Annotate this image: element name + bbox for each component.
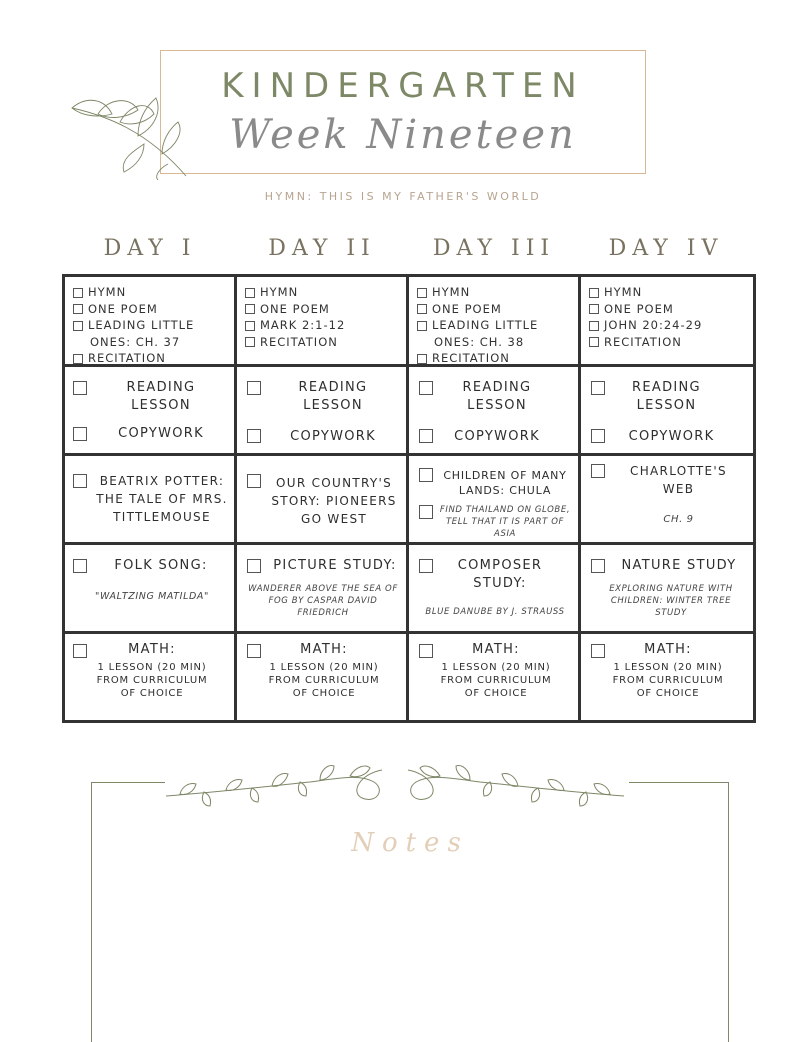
folk-song-label: FOLK SONG: <box>114 558 208 573</box>
weekly-schedule-grid <box>62 274 756 723</box>
cell-day2-math <box>237 634 409 720</box>
checkbox[interactable] <box>73 304 83 314</box>
reading-label: READING LESSON <box>632 380 701 413</box>
checkbox[interactable] <box>589 337 599 347</box>
picture-study-label: PICTURE STUDY: <box>273 558 397 573</box>
checkbox[interactable] <box>245 337 255 347</box>
task-label: LEADING LITTLE <box>88 318 195 332</box>
cell-day1-literature <box>65 456 237 545</box>
task-label: HYMN <box>260 285 299 299</box>
checkbox[interactable] <box>73 288 83 298</box>
cell-day4-morning <box>581 277 753 367</box>
picture-study-note: WANDERER ABOVE THE SEA OF FOG BY CASPAR DAVID FRIEDRICH <box>248 584 398 618</box>
reading-label: READING LESSON <box>298 380 368 413</box>
checkbox[interactable] <box>417 304 427 314</box>
history-label: OUR COUNTRY'S STORY: PIONEERS GO WEST <box>271 476 397 526</box>
checkbox[interactable] <box>417 321 427 331</box>
copywork-label: COPYWORK <box>118 426 204 441</box>
folk-song-note: "WALTZING MATILDA" <box>95 591 209 602</box>
cell-day2-history <box>237 456 409 545</box>
copywork-label: COPYWORK <box>628 429 715 444</box>
composer-study-checkbox[interactable] <box>419 559 433 573</box>
cell-day3-reading <box>409 367 581 456</box>
day-heading-3: DAY III <box>432 236 556 261</box>
cell-day1-morning <box>65 277 237 367</box>
cell-day4-math <box>581 634 753 720</box>
math-detail: 1 LESSON (20 MIN) FROM CURRICULUM OF CHOICE <box>96 662 208 699</box>
copywork-label: COPYWORK <box>290 429 376 444</box>
copywork-checkbox[interactable] <box>247 429 261 443</box>
math-label: MATH: <box>472 642 520 657</box>
literature-checkbox[interactable] <box>591 464 605 478</box>
math-detail: 1 LESSON (20 MIN) FROM CURRICULUM OF CHOICE <box>268 662 380 699</box>
copywork-label: COPYWORK <box>454 429 540 444</box>
task-label: RECITATION <box>260 334 338 349</box>
composer-study-label: COMPOSER STUDY: <box>457 558 543 591</box>
task-label: JOHN 20:24-29 <box>604 318 703 332</box>
leaf-branch-icon <box>68 88 192 180</box>
cell-day1-folk-song <box>65 545 237 634</box>
math-label: MATH: <box>128 642 176 657</box>
math-label: MATH: <box>300 642 348 657</box>
reading-label: READING LESSON <box>462 380 532 413</box>
notes-frame <box>91 782 729 1042</box>
task-label: MARK 2:1-12 <box>260 318 346 332</box>
cell-day4-nature-study <box>581 545 753 634</box>
globe-task-checkbox[interactable] <box>419 505 433 519</box>
task-label: HYMN <box>432 285 471 299</box>
hymn-line: HYMN: THIS IS MY FATHER'S WORLD <box>264 190 542 203</box>
literature-label: BEATRIX POTTER: THE TALE OF MRS. TITTLEMOUSE <box>96 474 228 524</box>
task-label: ONE POEM <box>88 301 158 316</box>
checkbox[interactable] <box>245 304 255 314</box>
task-label: ONE POEM <box>432 301 502 316</box>
folk-song-checkbox[interactable] <box>73 559 87 573</box>
math-detail: 1 LESSON (20 MIN) FROM CURRICULUM OF CHOICE <box>612 662 724 699</box>
cell-day2-picture-study <box>237 545 409 634</box>
cell-day3-composer-study <box>409 545 581 634</box>
task-label: RECITATION <box>432 351 510 365</box>
day-heading-1: DAY I <box>103 236 197 261</box>
task-label: LEADING LITTLE <box>432 318 539 332</box>
cell-day4-literature <box>581 456 753 545</box>
task-label: HYMN <box>604 285 643 299</box>
reading-label: READING LESSON <box>126 380 196 413</box>
reading-checkbox[interactable] <box>247 381 261 395</box>
day-heading-4: DAY IV <box>608 236 724 261</box>
checkbox[interactable] <box>245 321 255 331</box>
cell-day4-reading <box>581 367 753 456</box>
cell-day2-reading <box>237 367 409 456</box>
cell-day1-reading <box>65 367 237 456</box>
picture-study-checkbox[interactable] <box>247 559 261 573</box>
checkbox[interactable] <box>417 354 427 364</box>
reading-checkbox[interactable] <box>73 381 87 395</box>
task-label: ONES: CH. 37 <box>90 334 181 349</box>
notes-title: Notes <box>351 828 469 858</box>
day-heading-2: DAY II <box>268 236 376 261</box>
cell-day2-morning <box>237 277 409 367</box>
checkbox[interactable] <box>73 321 83 331</box>
task-label: HYMN <box>88 285 127 299</box>
checkbox[interactable] <box>589 321 599 331</box>
literature-checkbox[interactable] <box>73 474 87 488</box>
cell-day3-math <box>409 634 581 720</box>
checkbox[interactable] <box>589 288 599 298</box>
vine-ornament-icon <box>160 752 630 814</box>
math-detail: 1 LESSON (20 MIN) FROM CURRICULUM OF CHOICE <box>440 662 552 699</box>
task-label: RECITATION <box>604 334 682 349</box>
page-title: KINDERGARTEN <box>221 66 585 106</box>
chapter-note: CH. 9 <box>663 514 694 525</box>
geography-label: CHILDREN OF MANY LANDS: CHULA <box>443 469 567 497</box>
checkbox[interactable] <box>73 354 83 364</box>
task-label: ONE POEM <box>260 301 330 316</box>
literature-label: CHARLOTTE'S WEB <box>630 464 727 496</box>
checkbox[interactable] <box>589 304 599 314</box>
globe-task-note: FIND THAILAND ON GLOBE, TELL THAT IT IS PART OF ASIA <box>439 505 571 539</box>
cell-day3-morning <box>409 277 581 367</box>
history-checkbox[interactable] <box>247 474 261 488</box>
checkbox[interactable] <box>245 288 255 298</box>
nature-study-note: EXPLORING NATURE WITH CHILDREN: WINTER TREE STUDY <box>609 584 733 618</box>
cell-day3-geography <box>409 456 581 545</box>
task-label: ONES: CH. 38 <box>434 334 525 349</box>
task-label: RECITATION <box>88 351 166 365</box>
week-subtitle: Week Nineteen <box>229 112 577 158</box>
cell-day1-math <box>65 634 237 720</box>
task-label: ONE POEM <box>604 301 674 316</box>
composer-study-note: BLUE DANUBE BY J. STRAUSS <box>425 607 565 617</box>
nature-study-label: NATURE STUDY <box>621 558 737 573</box>
checkbox[interactable] <box>417 288 427 298</box>
geography-checkbox[interactable] <box>419 468 433 482</box>
copywork-checkbox[interactable] <box>73 427 87 441</box>
math-label: MATH: <box>644 642 692 657</box>
nature-study-checkbox[interactable] <box>591 559 605 573</box>
